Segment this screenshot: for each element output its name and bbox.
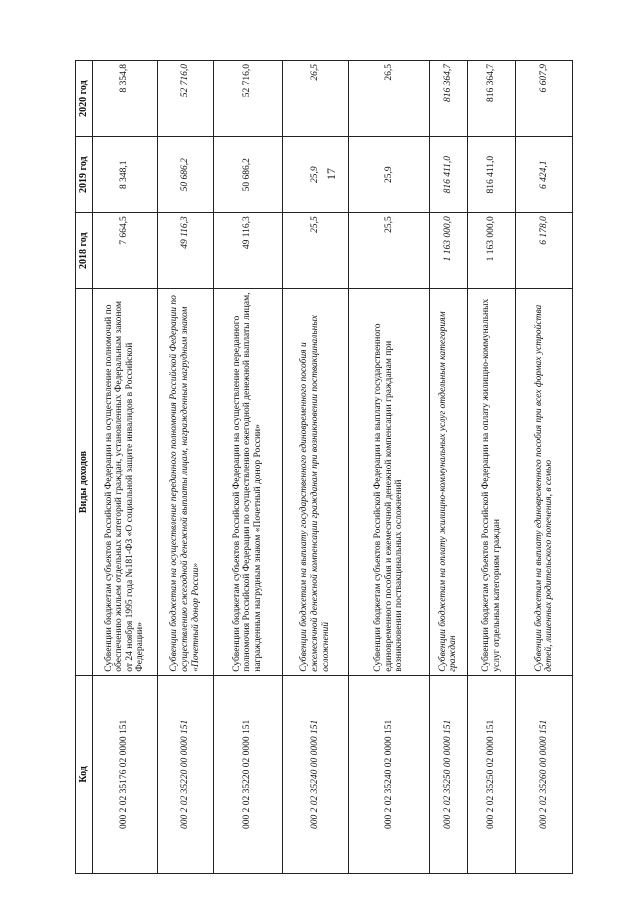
cell-2018: 1 163 000,0	[468, 213, 516, 289]
cell-code: 000 2 02 35250 00 0000 151	[429, 675, 467, 873]
cell-2019: 816 411,0	[468, 137, 516, 213]
cell-2020: 52 716,0	[157, 61, 213, 137]
cell-code: 000 2 02 35220 00 0000 151	[157, 675, 213, 873]
table-row	[282, 61, 349, 874]
cell-code: 000 2 02 35220 02 0000 151	[214, 675, 283, 873]
header-2019: 2019 год	[76, 137, 93, 213]
cell-2020: 816 364,7	[468, 61, 516, 137]
cell-2019: 816 411,0	[429, 137, 467, 213]
header-2020: 2020 год	[76, 61, 93, 137]
cell-2019: 6 424,1	[516, 137, 573, 213]
cell-name: Субвенции бюджетам субъектов Российской Федерации на выплату государственного единовременного пособия и ежемесячной денежной компенсации гражданам при возникновении поствакцинальных осложнений	[349, 289, 430, 675]
header-2018: 2018 год	[76, 213, 93, 289]
cell-name: Субвенции бюджетам субъектов Российской Федерации на оплату жилищно-коммунальных услуг отдельным категориям граждан	[468, 289, 516, 675]
revenue-table	[75, 60, 573, 874]
cell-2018: 25,5	[282, 213, 349, 289]
table-row	[468, 61, 516, 874]
cell-2018: 6 178,0	[516, 213, 573, 289]
revenue-table-container	[75, 60, 573, 874]
table-row	[516, 61, 573, 874]
cell-2018: 1 163 000,0	[429, 213, 467, 289]
cell-2020: 816 364,7	[429, 61, 467, 137]
header-code: Код	[76, 675, 93, 873]
cell-2020: 52 716,0	[214, 61, 283, 137]
table-row	[93, 61, 158, 874]
cell-name: Субвенции бюджетам на выплату государственного единовременного пособия и ежемесячной денежной компенсации гражданам при возникновении поствакцинальных осложнений	[282, 289, 349, 675]
cell-code: 000 2 02 35240 00 0000 151	[282, 675, 349, 873]
table-header-row	[76, 61, 93, 874]
cell-2019: 25,9	[282, 137, 349, 213]
cell-2019: 8 348,1	[93, 137, 158, 213]
table-row	[214, 61, 283, 874]
table-row	[157, 61, 213, 874]
cell-2020: 6 607,9	[516, 61, 573, 137]
table-row	[429, 61, 467, 874]
cell-code: 000 2 02 35250 02 0000 151	[468, 675, 516, 873]
cell-2018: 49 116,3	[157, 213, 213, 289]
cell-2019: 50 686,2	[157, 137, 213, 213]
cell-code: 000 2 02 35240 02 0000 151	[349, 675, 430, 873]
cell-2018: 25,5	[349, 213, 430, 289]
cell-name: Субвенции бюджетам на осуществление переданного полномочия Российской Федерации по осуществлению ежегодной денежной выплаты лицам, награжденным нагрудным знаком «Почетный донор России»	[157, 289, 213, 675]
cell-code: 000 2 02 35176 02 0000 151	[93, 675, 158, 873]
cell-2018: 7 664,5	[93, 213, 158, 289]
cell-2020: 8 354,8	[93, 61, 158, 137]
cell-name: Субвенции бюджетам на выплату единовременного пособия при всех формах устройства детей, лишенных родительского попечения, в семью	[516, 289, 573, 675]
cell-2020: 26,5	[349, 61, 430, 137]
table-row	[349, 61, 430, 874]
cell-2018: 49 116,3	[214, 213, 283, 289]
header-name: Виды доходов	[76, 289, 93, 675]
cell-2019: 25,9	[349, 137, 430, 213]
cell-2019: 50 686,2	[214, 137, 283, 213]
cell-code: 000 2 02 35260 00 0000 151	[516, 675, 573, 873]
cell-name: Субвенции бюджетам на оплату жилищно-коммунальных услуг отдельным категориям граждан	[429, 289, 467, 675]
cell-2020: 26,5	[282, 61, 349, 137]
rotated-table-frame	[75, 60, 573, 874]
cell-name: Субвенции бюджетам субъектов Российской Федерации на осуществление переданного полномочия Российской Федерации по осуществлению ежегодной денежной выплаты лицам, награжденным нагрудным знаком «Почетный донор России»	[214, 289, 283, 675]
page-number: 17	[324, 168, 338, 180]
cell-name: Субвенции бюджетам субъектов Российской Федерации на осуществление полномочий по обеспечению жильем отдельных категорий граждан, установленных Федеральным законом от 24 ноября 1995 года №181-ФЗ «О социальной защите инвалидов в Российской Федерации»	[93, 289, 158, 675]
table-body	[93, 61, 573, 874]
